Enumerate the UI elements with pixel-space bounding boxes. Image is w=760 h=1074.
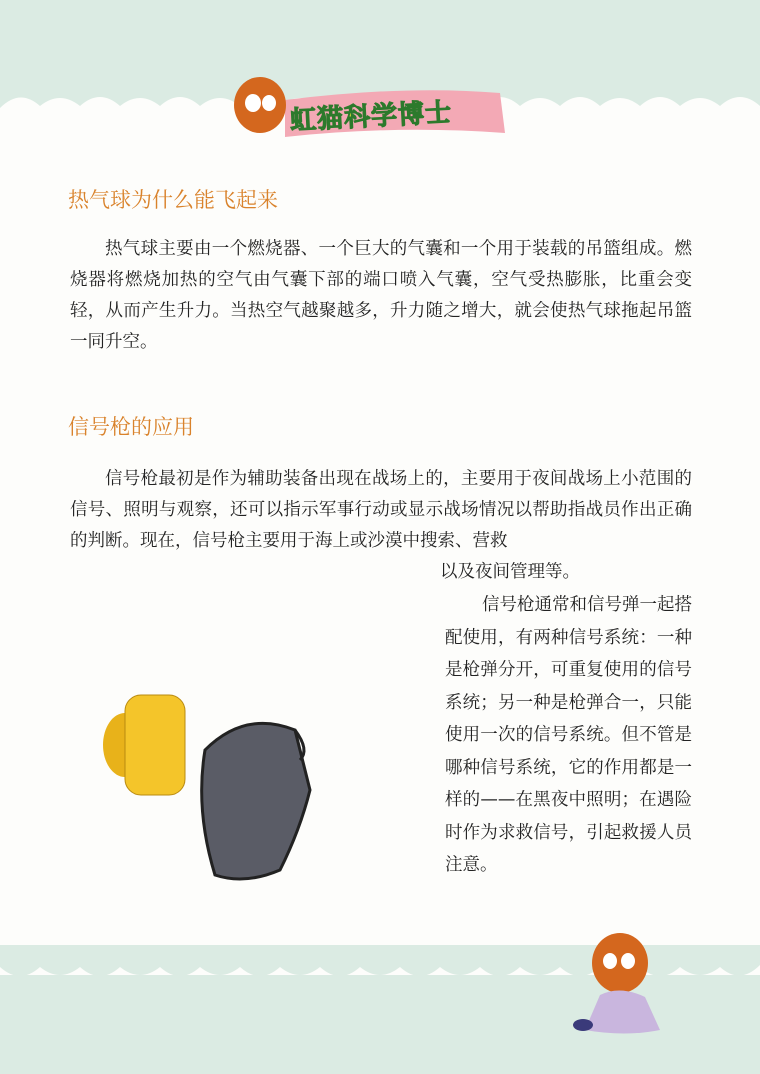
mascot-sitting-illustration <box>565 925 675 1045</box>
gun-grip-icon <box>202 723 310 879</box>
paragraph-flare-gun-2: 信号枪通常和信号弹一起搭配使用，有两种信号系统：一种是枪弹分开，可重复使用的信号系统；另一种是枪弹合一，只能使用一次的信号系统。但不管是哪种信号系统，它的作用都是一样的——在黑夜中照明；在遇险时作为求救信号，引起救援人员注意。 <box>445 595 692 875</box>
paragraph-flare-gun-1: 信号枪最初是作为辅助装备出现在战场上的，主要用于夜间战场上小范围的信号、照明与观察，还可以指示军事行动或显示战场情况以帮助指战员作出正确的判断。现在，信号枪主要用于海上或沙漠中搜索、营救 <box>70 469 692 551</box>
flare-gun-illustration <box>95 570 415 890</box>
paragraph-flare-gun-1-tail: 以及夜间管理等。 <box>440 562 580 582</box>
logo-text: 虹猫科学博士 <box>289 97 453 137</box>
paragraph-hot-air-balloon: 热气球主要由一个燃烧器、一个巨大的气囊和一个用于装载的吊篮组成。燃烧器将燃烧加热的空气由气囊下部的端口喷入气囊，空气受热膨胀，比重会变轻，从而产生升力。当热空气越聚越多，升力随之增大，就会使热气球拖起吊篮一同升空。 <box>70 239 692 352</box>
flare-cartridge-icon <box>103 695 185 795</box>
section-title-flare-gun: 信号枪的应用 <box>68 415 194 439</box>
section-title-hot-air-balloon: 热气球为什么能飞起来 <box>68 188 278 212</box>
